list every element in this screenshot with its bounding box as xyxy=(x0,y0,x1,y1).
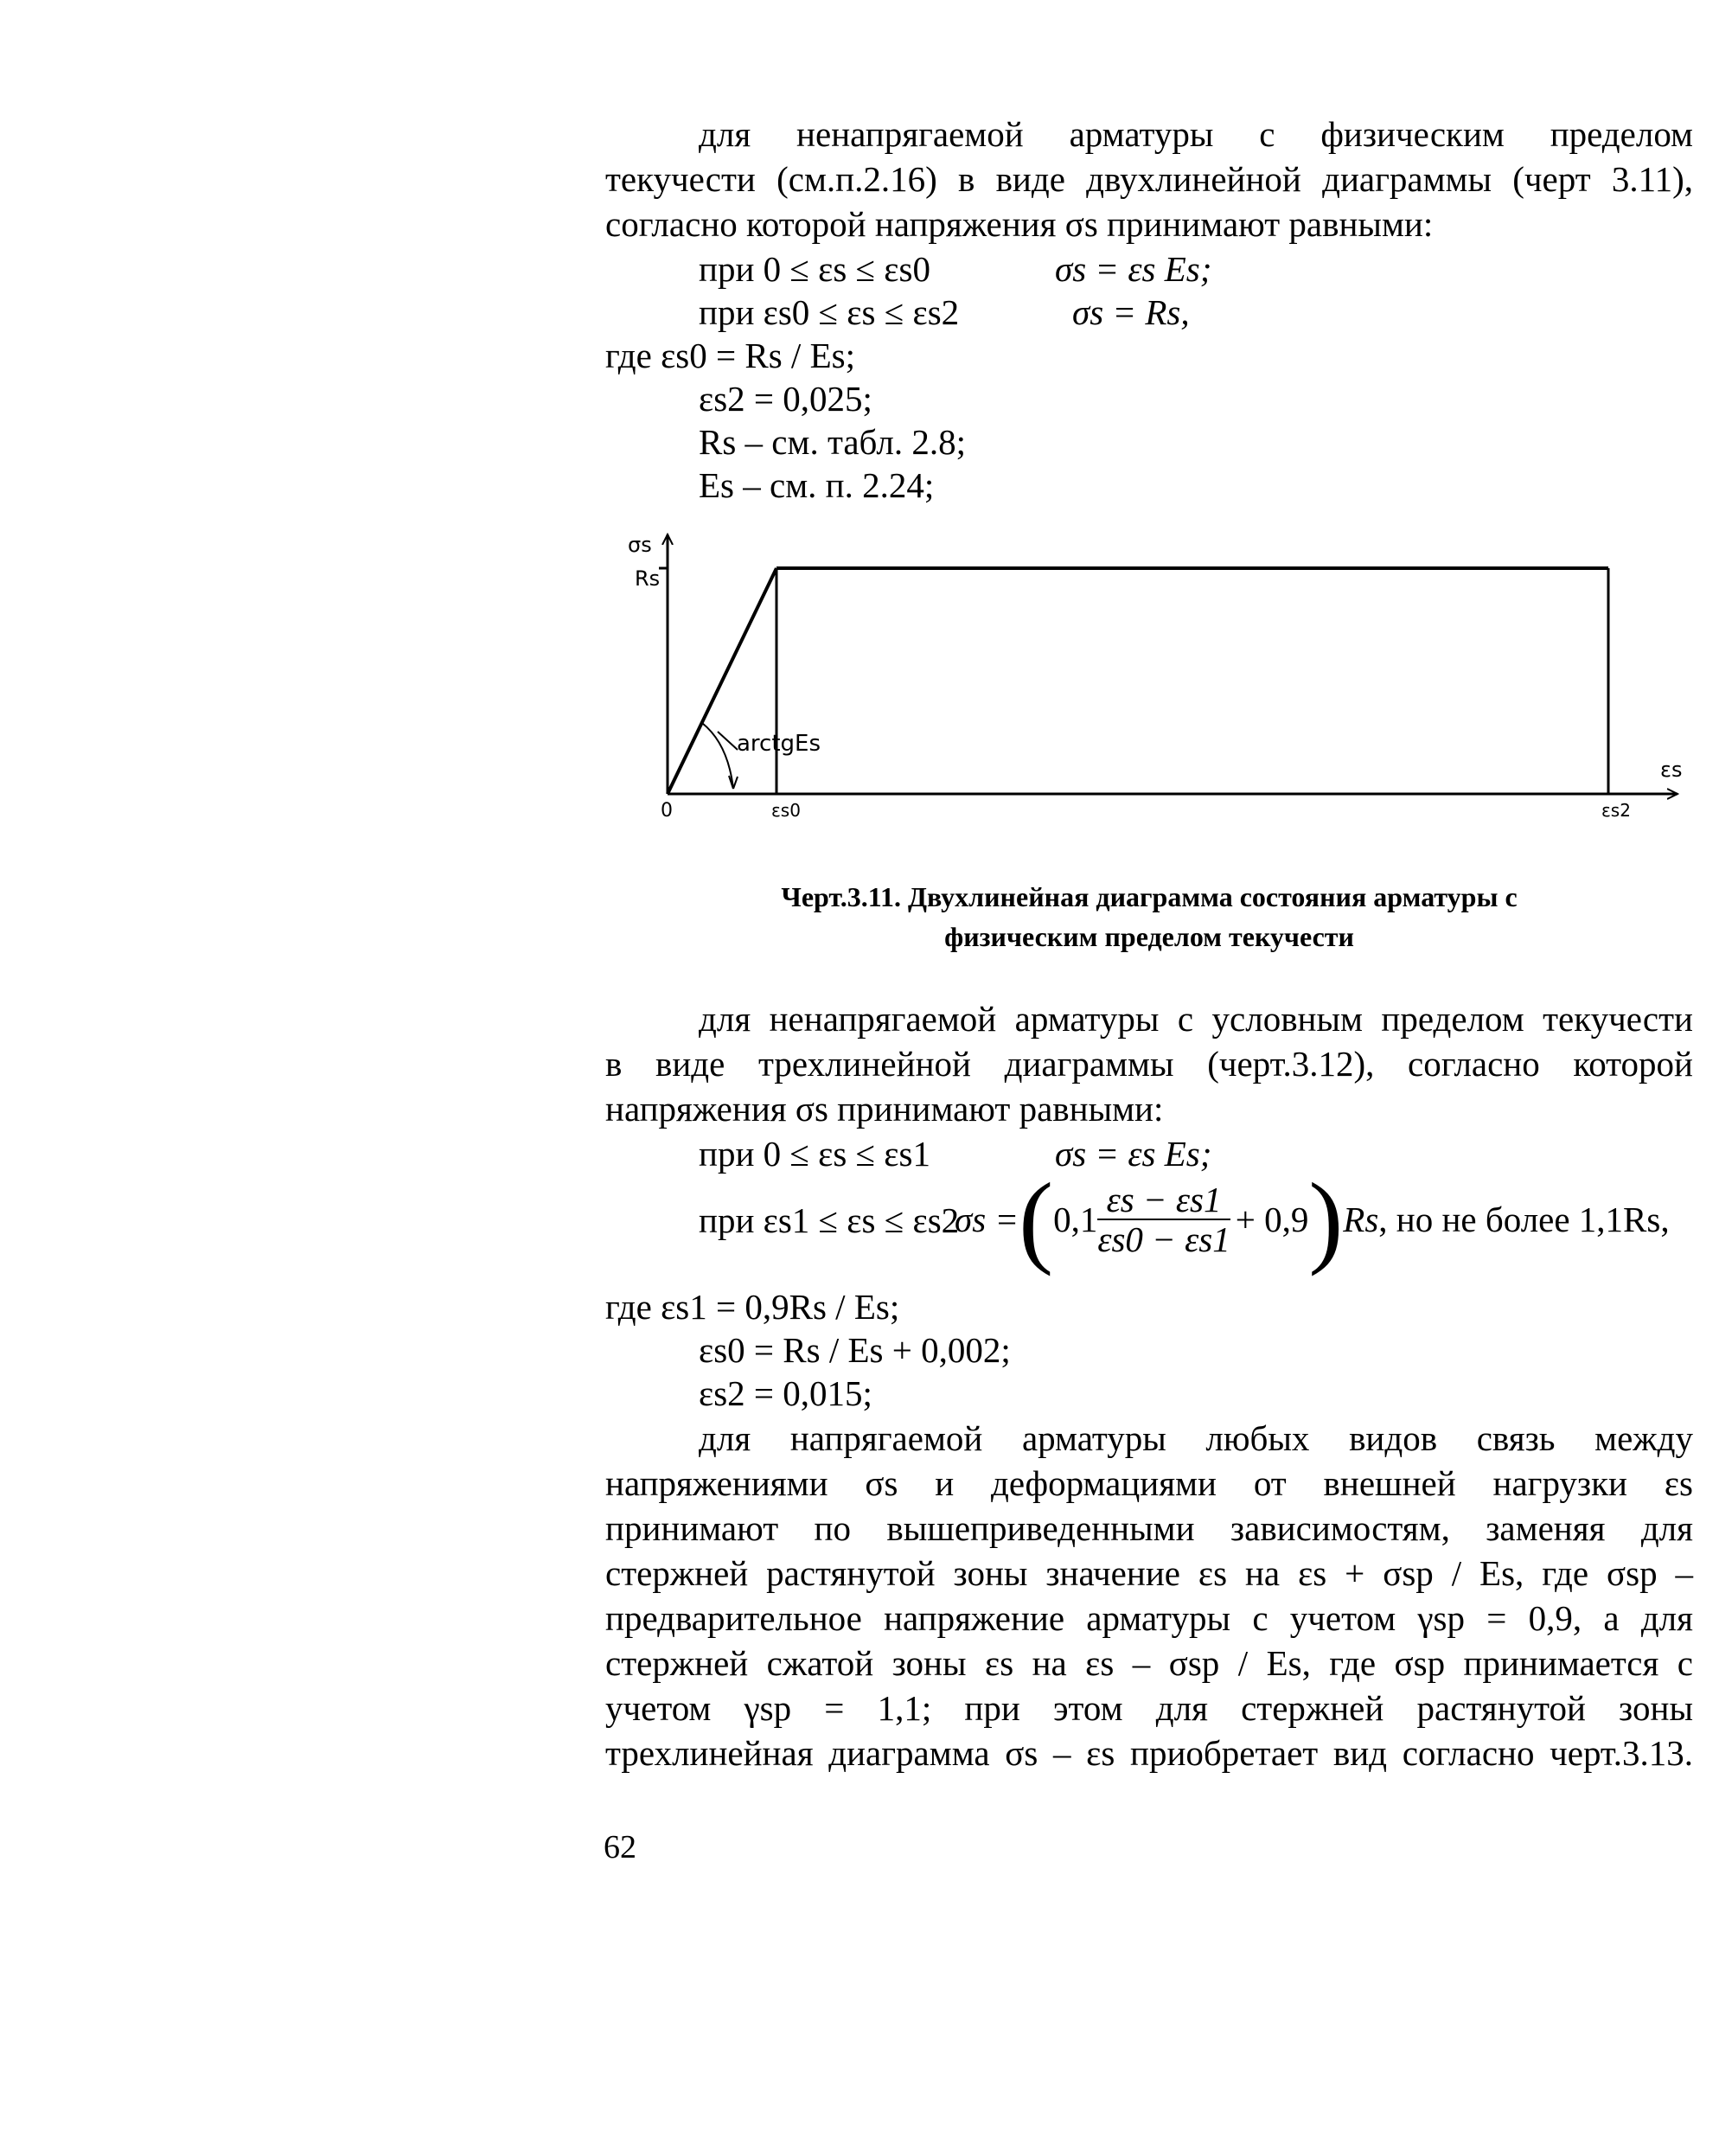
para3-line-4: стержней растянутой зоны значение εs на εs + σsp / Es, где σsp – xyxy=(605,1553,1693,1593)
para3-line-5: предварительное напряжение арматуры с учетом γsp = 0,9, а для xyxy=(605,1598,1693,1638)
rs-reference: Rs – см. табл. 2.8; xyxy=(699,422,967,462)
condition-1-label: при 0 ≤ εs ≤ εs0 xyxy=(699,249,930,289)
es0-value: εs0 = Rs / Es + 0,002; xyxy=(699,1330,1011,1370)
condition-4-label: при εs1 ≤ εs ≤ εs2 xyxy=(699,1200,960,1240)
para3-line-3: принимают по вышеприведенными зависимостям, заменяя для xyxy=(605,1508,1693,1548)
origin-label: 0 xyxy=(661,800,673,822)
cond4-lhs: σs = xyxy=(955,1199,1019,1239)
condition-2-formula: σs = Rs, xyxy=(1072,292,1190,332)
y-axis-label: σs xyxy=(628,533,652,557)
es0-tick-label: εs0 xyxy=(771,800,801,821)
condition-1-formula: σs = εs Es; xyxy=(1055,249,1212,289)
cond4-tail: , но не более 1,1Rs, xyxy=(1378,1199,1670,1239)
para3-line-1: для напрягаемой арматуры любых видов связь между xyxy=(699,1418,1693,1458)
para3-line-7: учетом γsp = 1,1; при этом для стержней растянутой зоны xyxy=(605,1688,1693,1728)
cond4-denominator: εs0 − εs1 xyxy=(1097,1219,1230,1259)
para2-line-1: для ненапрягаемой арматуры с условным пределом текучести xyxy=(699,999,1693,1039)
para1-line-2: текучести (см.п.2.16) в виде двухлинейной диаграммы (черт 3.11), xyxy=(605,159,1693,199)
cond4-fraction xyxy=(1097,1180,1230,1258)
arctg-annotation: arctgEs xyxy=(737,731,821,757)
figure-caption-line-2: физическим пределом текучести xyxy=(944,921,1354,952)
para3-line-2: напряжениями σs и деформациями от внешней нагрузки εs xyxy=(605,1463,1693,1503)
x-axis-label: εs xyxy=(1660,758,1683,782)
es2-tick-label: εs2 xyxy=(1601,800,1631,821)
where-es1: где εs1 = 0,9Rs / Es; xyxy=(605,1287,900,1327)
condition-2-label: при εs0 ≤ εs ≤ εs2 xyxy=(699,292,960,332)
es-reference: Es – см. п. 2.24; xyxy=(699,465,935,505)
rs-tick-label: Rs xyxy=(635,566,661,591)
left-paren: ( xyxy=(1019,1161,1054,1276)
para2-line-2: в виде трехлинейной диаграммы (черт.3.12), согласно которой xyxy=(605,1044,1693,1084)
para2-line-3: напряжения σs принимают равными: xyxy=(605,1089,1164,1129)
angle-arc xyxy=(702,723,733,789)
para1-line-3: согласно которой напряжения σs принимают равными: xyxy=(605,204,1434,244)
figure-caption-line-1: Черт.3.11. Двухлинейная диаграмма состояния арматуры с xyxy=(781,881,1518,912)
page-number: 62 xyxy=(604,1829,636,1865)
cond4-rs: Rs xyxy=(1343,1199,1379,1239)
es2-value-2: εs2 = 0,015; xyxy=(699,1373,872,1413)
condition-3-formula: σs = εs Es; xyxy=(1055,1134,1212,1174)
elastic-branch xyxy=(668,568,776,794)
cond4-numerator: εs − εs1 xyxy=(1097,1180,1230,1220)
condition-4-formula xyxy=(955,1161,1670,1276)
right-paren: ) xyxy=(1308,1161,1344,1276)
condition-3-label: при 0 ≤ εs ≤ εs1 xyxy=(699,1134,930,1174)
para3-line-6: стержней сжатой зоны εs на εs – σsp / Es, где σsp принимается с xyxy=(605,1643,1693,1683)
bilinear-diagram xyxy=(0,0,1719,865)
para1-line-1: для ненапрягаемой арматуры с физическим пределом xyxy=(699,114,1693,154)
para3-line-8: трехлинейная диаграмма σs – εs приобретает вид согласно черт.3.13. xyxy=(605,1733,1693,1773)
es2-value: εs2 = 0,025; xyxy=(699,379,872,419)
cond4-coef: 0,1 xyxy=(1053,1199,1098,1239)
where-es0: где εs0 = Rs / Es; xyxy=(605,336,855,375)
cond4-plus: + 0,9 xyxy=(1235,1199,1309,1239)
